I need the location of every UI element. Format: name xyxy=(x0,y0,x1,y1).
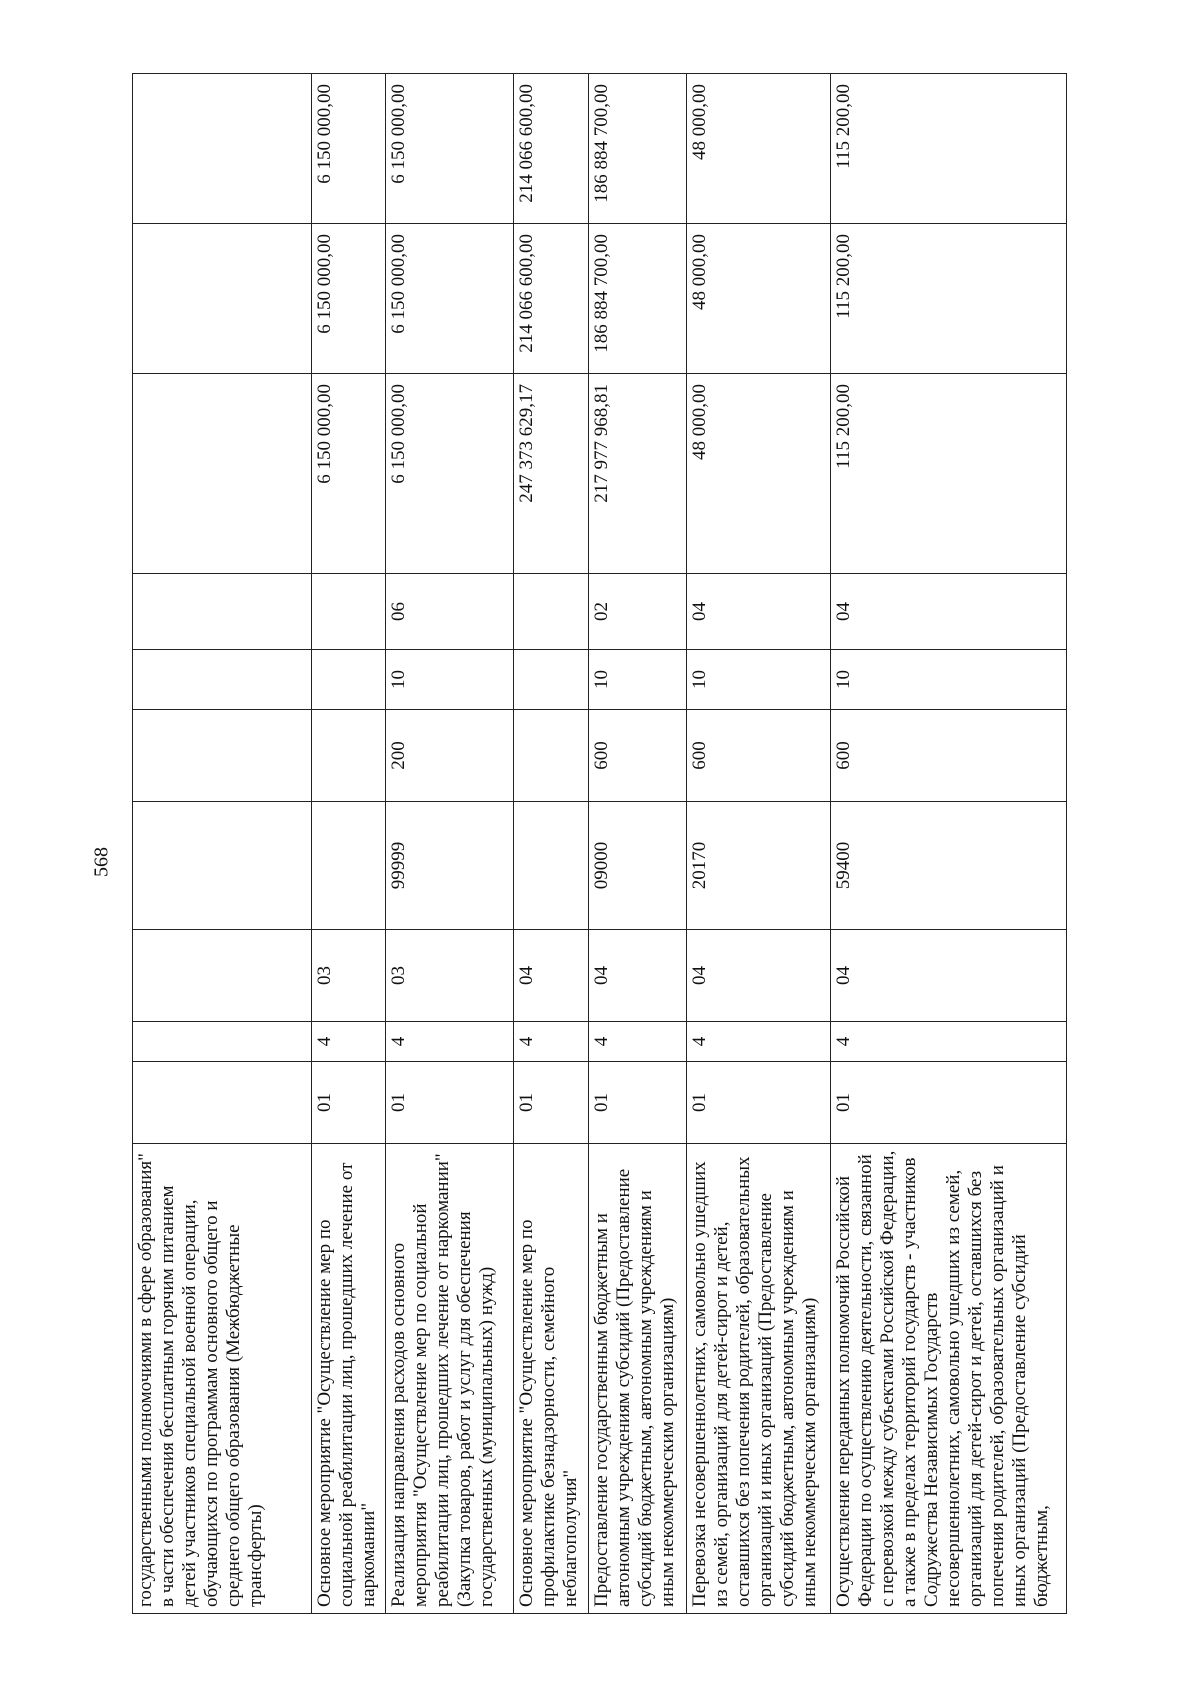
row-description: Основное мероприятие "Осуществление мер по профилактике безнадзорности, семейного неблагополучия" xyxy=(514,1144,589,1614)
cell-v2: 6 150 000,00 xyxy=(386,224,514,374)
cell-v1: 48 000,00 xyxy=(686,374,830,574)
row-description: Перевозка несовершеннолетних, самовольно ушедших из семей, организаций для детей-сирот и детей, оставшихся без попечения родителей, образовательных организаций и иных организаций (Предоставление субсидий бюджетным, автономным учреждениям и иным некоммерческим организациям) xyxy=(686,1144,830,1614)
table-row xyxy=(514,74,589,1614)
cell-c6 xyxy=(311,650,386,710)
cell-c4: 59400 xyxy=(830,802,1066,930)
cell-c6: 10 xyxy=(588,650,686,710)
cell-c1: 01 xyxy=(830,1062,1066,1144)
cell-v2: 48 000,00 xyxy=(686,224,830,374)
row-description: Основное мероприятие "Осуществление мер по социальной реабилитации лиц, прошедших лечение от наркомании" xyxy=(311,1144,386,1614)
cell-c4: 99999 xyxy=(386,802,514,930)
cell-v1: 115 200,00 xyxy=(830,374,1066,574)
cell-v2: 214 066 600,00 xyxy=(514,224,589,374)
table-row xyxy=(588,74,686,1614)
cell-c4: 09000 xyxy=(588,802,686,930)
cell-c5 xyxy=(311,710,386,802)
cell-v1 xyxy=(133,374,312,574)
cell-v3 xyxy=(133,74,312,224)
cell-c7 xyxy=(133,574,312,650)
cell-v2: 186 884 700,00 xyxy=(588,224,686,374)
cell-v1: 247 373 629,17 xyxy=(514,374,589,574)
cell-c1: 01 xyxy=(686,1062,830,1144)
cell-v2: 115 200,00 xyxy=(830,224,1066,374)
cell-v3: 6 150 000,00 xyxy=(311,74,386,224)
cell-c3: 04 xyxy=(686,930,830,1022)
row-description: Реализация направления расходов основного мероприятия "Осуществление мер по социальной реабилитации лиц, прошедших лечение от наркомании" (Закупка товаров, работ и услуг для обеспечения государственных (муниципальных) нужд) xyxy=(386,1144,514,1614)
cell-c3 xyxy=(133,930,312,1022)
budget-table xyxy=(132,73,1067,1614)
cell-v3: 115 200,00 xyxy=(830,74,1066,224)
cell-c7: 06 xyxy=(386,574,514,650)
cell-c1: 01 xyxy=(386,1062,514,1144)
cell-c2: 4 xyxy=(514,1022,589,1062)
cell-v3: 6 150 000,00 xyxy=(386,74,514,224)
cell-c7: 04 xyxy=(686,574,830,650)
cell-v2 xyxy=(133,224,312,374)
cell-c5: 200 xyxy=(386,710,514,802)
cell-c7 xyxy=(514,574,589,650)
cell-c3: 03 xyxy=(311,930,386,1022)
page-number: 568 xyxy=(90,847,113,877)
cell-c2: 4 xyxy=(386,1022,514,1062)
cell-c5 xyxy=(514,710,589,802)
cell-c3: 03 xyxy=(386,930,514,1022)
cell-c3: 04 xyxy=(588,930,686,1022)
cell-v1: 217 977 968,81 xyxy=(588,374,686,574)
cell-c3: 04 xyxy=(514,930,589,1022)
table-row xyxy=(386,74,514,1614)
cell-c7 xyxy=(311,574,386,650)
cell-c1: 01 xyxy=(588,1062,686,1144)
cell-c2: 4 xyxy=(588,1022,686,1062)
cell-c1 xyxy=(133,1062,312,1144)
row-description: государственными полномочиями в сфере образования" в части обеспечения бесплатным горячим питанием детей участников специальной военной операции, обучающихся по программам основного общего и среднего общего образования (Межбюджетные трансферты) xyxy=(133,1144,312,1614)
table-row xyxy=(686,74,830,1614)
cell-c1: 01 xyxy=(514,1062,589,1144)
table-row xyxy=(830,74,1066,1614)
cell-c5 xyxy=(133,710,312,802)
row-description: Предоставление государственным бюджетным и автономным учреждениям субсидий (Предоставление субсидий бюджетным, автономным учреждениям и иным некоммерческим организациям) xyxy=(588,1144,686,1614)
cell-c4 xyxy=(514,802,589,930)
cell-c7: 04 xyxy=(830,574,1066,650)
cell-c4 xyxy=(311,802,386,930)
cell-c3: 04 xyxy=(830,930,1066,1022)
cell-c6 xyxy=(133,650,312,710)
cell-c2: 4 xyxy=(830,1022,1066,1062)
cell-c6: 10 xyxy=(830,650,1066,710)
row-description: Осуществление переданных полномочий Российской Федерации по осуществлению деятельности, связанной с перевозкой между субъектами Российской Федерации, а также в пределах территорий государств - участников Содружества Независимых Государств несовершеннолетних, самовольно ушедших из семей, организаций для детей-сирот и детей, оставшихся без попечения родителей, образовательных организаций и иных организаций (Предоставление субсидий бюджетным, xyxy=(830,1144,1066,1614)
cell-c4 xyxy=(133,802,312,930)
cell-c4: 20170 xyxy=(686,802,830,930)
cell-c6: 10 xyxy=(686,650,830,710)
cell-c1: 01 xyxy=(311,1062,386,1144)
table-row xyxy=(133,74,312,1614)
table-row xyxy=(311,74,386,1614)
cell-c6 xyxy=(514,650,589,710)
cell-c2: 4 xyxy=(311,1022,386,1062)
cell-v1: 6 150 000,00 xyxy=(386,374,514,574)
cell-c7: 02 xyxy=(588,574,686,650)
cell-c6: 10 xyxy=(386,650,514,710)
cell-c5: 600 xyxy=(588,710,686,802)
cell-v3: 214 066 600,00 xyxy=(514,74,589,224)
cell-c2 xyxy=(133,1022,312,1062)
cell-v1: 6 150 000,00 xyxy=(311,374,386,574)
cell-c5: 600 xyxy=(830,710,1066,802)
cell-v3: 186 884 700,00 xyxy=(588,74,686,224)
cell-c2: 4 xyxy=(686,1022,830,1062)
cell-v3: 48 000,00 xyxy=(686,74,830,224)
budget-table-container xyxy=(132,74,1067,1614)
cell-v2: 6 150 000,00 xyxy=(311,224,386,374)
cell-c5: 600 xyxy=(686,710,830,802)
